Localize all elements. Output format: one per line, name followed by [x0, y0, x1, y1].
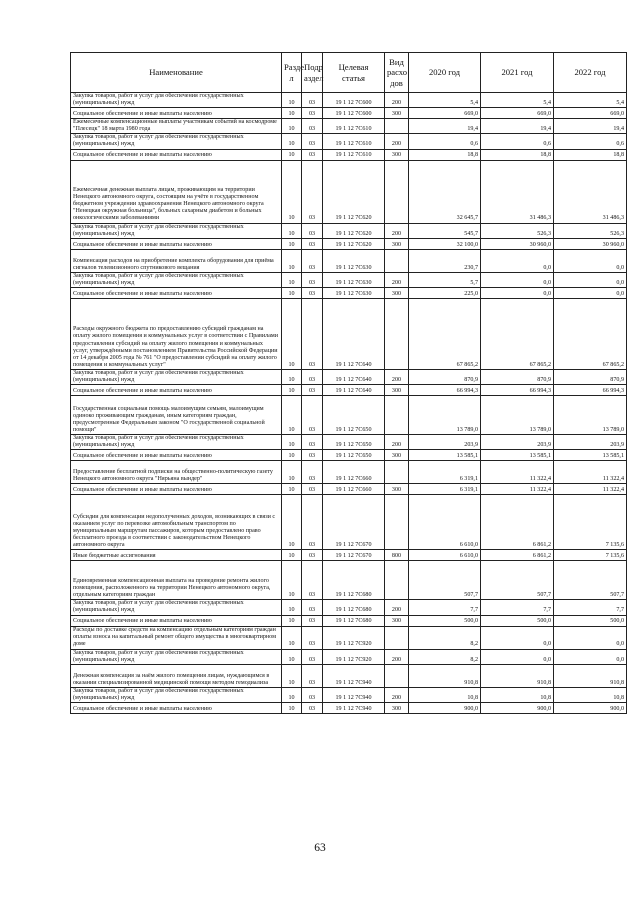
cell-name: Иные бюджетные ассигнования — [71, 550, 282, 561]
cell-section: 10 — [282, 287, 302, 298]
cell-2020: 6 610,0 — [409, 495, 481, 550]
cell-2021: 0,0 — [481, 649, 554, 664]
cell-2020: 900,0 — [409, 702, 481, 713]
header-expense-type: Вид расхо дов — [385, 53, 409, 93]
cell-name: Закупка товаров, работ и услуг для обеспечения государственных (муниципальных) нужд — [71, 272, 282, 287]
cell-subsection: 03 — [302, 396, 323, 435]
cell-section: 10 — [282, 385, 302, 396]
cell-2020: 66 994,3 — [409, 385, 481, 396]
table-row — [71, 369, 627, 384]
cell-target: 19 1 12 7С940 — [323, 702, 385, 713]
cell-expense-type: 200 — [385, 223, 409, 238]
cell-expense-type — [385, 119, 409, 134]
cell-subsection: 03 — [302, 134, 323, 149]
cell-target: 19 1 12 7С660 — [323, 484, 385, 495]
cell-subsection: 03 — [302, 649, 323, 664]
cell-section: 10 — [282, 369, 302, 384]
cell-2022: 0,0 — [554, 626, 627, 649]
cell-expense-type — [385, 396, 409, 435]
cell-name: Закупка товаров, работ и услуг для обеспечения государственных (муниципальных) нужд — [71, 435, 282, 450]
cell-target: 19 1 12 7С650 — [323, 396, 385, 435]
cell-2021: 66 994,3 — [481, 385, 554, 396]
cell-2021: 870,9 — [481, 369, 554, 384]
cell-expense-type — [385, 626, 409, 649]
cell-name: Социальное обеспечение и иные выплаты населению — [71, 702, 282, 713]
cell-subsection: 03 — [302, 495, 323, 550]
cell-target: 19 1 12 7С620 — [323, 238, 385, 249]
cell-subsection: 03 — [302, 93, 323, 108]
cell-subsection: 03 — [302, 450, 323, 461]
cell-target: 19 1 12 7С940 — [323, 664, 385, 687]
cell-2022: 67 865,2 — [554, 298, 627, 369]
table-row — [71, 687, 627, 702]
cell-name: Закупка товаров, работ и услуг для обеспечения государственных (муниципальных) нужд — [71, 687, 282, 702]
cell-2020: 19,4 — [409, 119, 481, 134]
cell-name: Социальное обеспечение и иные выплаты населению — [71, 615, 282, 626]
cell-2022: 18,8 — [554, 149, 627, 160]
header-year-2020: 2020 год — [409, 53, 481, 93]
cell-target: 19 1 12 7С640 — [323, 385, 385, 396]
cell-target: 19 1 12 7С600 — [323, 93, 385, 108]
cell-section: 10 — [282, 249, 302, 272]
cell-name: Субсидии для компенсации недополученных доходов, возникающих в связи с оказанием услуг по перевозке автомобильным транспортом по муниципальным маршрутам пассажиров, которым предоставлено право бесплатного проезда в соответствии с законодательством Ненецкого автономного округа — [71, 495, 282, 550]
cell-name: Закупка товаров, работ и услуг для обеспечения государственных (муниципальных) нужд — [71, 134, 282, 149]
cell-expense-type: 300 — [385, 287, 409, 298]
cell-target: 19 1 12 7С640 — [323, 369, 385, 384]
cell-section: 10 — [282, 108, 302, 119]
cell-section: 10 — [282, 664, 302, 687]
table-row — [71, 484, 627, 495]
cell-2022: 66 994,3 — [554, 385, 627, 396]
cell-section: 10 — [282, 450, 302, 461]
cell-2022: 13 789,0 — [554, 396, 627, 435]
cell-expense-type: 300 — [385, 450, 409, 461]
cell-name: Социальное обеспечение и иные выплаты населению — [71, 484, 282, 495]
cell-2021: 13 585,1 — [481, 450, 554, 461]
cell-2021: 910,8 — [481, 664, 554, 687]
cell-target: 19 1 12 7С630 — [323, 287, 385, 298]
cell-2022: 11 322,4 — [554, 484, 627, 495]
cell-2021: 0,0 — [481, 272, 554, 287]
cell-name: Социальное обеспечение и иные выплаты населению — [71, 238, 282, 249]
cell-section: 10 — [282, 550, 302, 561]
cell-2022: 0,0 — [554, 249, 627, 272]
cell-expense-type: 300 — [385, 108, 409, 119]
table-row — [71, 561, 627, 600]
table-body — [71, 93, 627, 714]
cell-subsection: 03 — [302, 149, 323, 160]
cell-2020: 10,8 — [409, 687, 481, 702]
table-row — [71, 435, 627, 450]
cell-2021: 11 322,4 — [481, 484, 554, 495]
cell-2022: 507,7 — [554, 561, 627, 600]
cell-section: 10 — [282, 435, 302, 450]
cell-2020: 67 865,2 — [409, 298, 481, 369]
cell-name: Закупка товаров, работ и услуг для обеспечения государственных (муниципальных) нужд — [71, 223, 282, 238]
cell-2021: 30 960,0 — [481, 238, 554, 249]
cell-2021: 5,4 — [481, 93, 554, 108]
cell-expense-type: 300 — [385, 615, 409, 626]
cell-2021: 0,0 — [481, 249, 554, 272]
cell-section: 10 — [282, 298, 302, 369]
cell-name: Социальное обеспечение и иные выплаты населению — [71, 287, 282, 298]
cell-2022: 910,8 — [554, 664, 627, 687]
cell-name: Расходы по доставке средств на компенсацию отдельным категориям граждан оплаты взноса на капитальный ремонт общего имущества в многоквартирном доме — [71, 626, 282, 649]
cell-subsection: 03 — [302, 238, 323, 249]
cell-2020: 0,6 — [409, 134, 481, 149]
cell-2021: 0,6 — [481, 134, 554, 149]
cell-target: 19 1 12 7С610 — [323, 119, 385, 134]
header-year-2021: 2021 год — [481, 53, 554, 93]
table-row — [71, 93, 627, 108]
cell-section: 10 — [282, 396, 302, 435]
cell-2020: 910,8 — [409, 664, 481, 687]
cell-name: Социальное обеспечение и иные выплаты населению — [71, 385, 282, 396]
table-row — [71, 223, 627, 238]
cell-2022: 900,0 — [554, 702, 627, 713]
header-section: Разде л — [282, 53, 302, 93]
cell-expense-type — [385, 561, 409, 600]
cell-subsection: 03 — [302, 223, 323, 238]
cell-expense-type: 800 — [385, 550, 409, 561]
cell-name: Закупка товаров, работ и услуг для обеспечения государственных (муниципальных) нужд — [71, 649, 282, 664]
cell-target: 19 1 12 7С610 — [323, 134, 385, 149]
cell-expense-type: 200 — [385, 435, 409, 450]
cell-2020: 13 789,0 — [409, 396, 481, 435]
cell-subsection: 03 — [302, 160, 323, 223]
budget-table — [70, 52, 627, 714]
cell-2021: 13 789,0 — [481, 396, 554, 435]
cell-2020: 507,7 — [409, 561, 481, 600]
cell-target: 19 1 12 7С630 — [323, 272, 385, 287]
cell-target: 19 1 12 7С600 — [323, 108, 385, 119]
cell-expense-type — [385, 249, 409, 272]
cell-section: 10 — [282, 495, 302, 550]
cell-2020: 230,7 — [409, 249, 481, 272]
cell-target: 19 1 12 7С670 — [323, 495, 385, 550]
table-row — [71, 550, 627, 561]
cell-2022: 31 486,3 — [554, 160, 627, 223]
cell-2022: 7 135,6 — [554, 495, 627, 550]
cell-2022: 10,8 — [554, 687, 627, 702]
cell-2022: 7,7 — [554, 600, 627, 615]
cell-2020: 32 645,7 — [409, 160, 481, 223]
cell-2020: 32 100,0 — [409, 238, 481, 249]
cell-expense-type: 200 — [385, 687, 409, 702]
cell-2020: 225,0 — [409, 287, 481, 298]
cell-2022: 7 135,6 — [554, 550, 627, 561]
cell-2020: 500,0 — [409, 615, 481, 626]
cell-target: 19 1 12 7С630 — [323, 249, 385, 272]
cell-name: Социальное обеспечение и иные выплаты населению — [71, 108, 282, 119]
cell-2022: 500,0 — [554, 615, 627, 626]
table-row — [71, 626, 627, 649]
cell-name: Ежемесячные компенсационные выплаты участникам событий на космодроме "Плесецк" 18 марта 1980 года — [71, 119, 282, 134]
cell-expense-type: 200 — [385, 93, 409, 108]
cell-section: 10 — [282, 615, 302, 626]
cell-name: Единовременная компенсационная выплата на проведение ремонта жилого помещения, расположенного на территории Ненецкого автономного округа, отдельным категориям граждан — [71, 561, 282, 600]
cell-subsection: 03 — [302, 687, 323, 702]
cell-2022: 13 585,1 — [554, 450, 627, 461]
cell-subsection: 03 — [302, 369, 323, 384]
cell-target: 19 1 12 7С650 — [323, 435, 385, 450]
cell-subsection: 03 — [302, 119, 323, 134]
table-row — [71, 119, 627, 134]
cell-subsection: 03 — [302, 484, 323, 495]
cell-2021: 526,3 — [481, 223, 554, 238]
cell-2022: 203,9 — [554, 435, 627, 450]
cell-2021: 203,9 — [481, 435, 554, 450]
cell-target: 19 1 12 7С640 — [323, 298, 385, 369]
cell-2021: 6 861,2 — [481, 495, 554, 550]
cell-target: 19 1 12 7С650 — [323, 450, 385, 461]
cell-2021: 18,8 — [481, 149, 554, 160]
cell-section: 10 — [282, 461, 302, 484]
cell-expense-type — [385, 298, 409, 369]
cell-2020: 18,8 — [409, 149, 481, 160]
cell-expense-type: 200 — [385, 600, 409, 615]
cell-2021: 6 861,2 — [481, 550, 554, 561]
cell-2020: 669,0 — [409, 108, 481, 119]
header-target: Целевая статья — [323, 53, 385, 93]
cell-2020: 13 585,1 — [409, 450, 481, 461]
cell-subsection: 03 — [302, 435, 323, 450]
cell-target: 19 1 12 7С680 — [323, 561, 385, 600]
table-row — [71, 664, 627, 687]
cell-section: 10 — [282, 134, 302, 149]
cell-section: 10 — [282, 600, 302, 615]
table-header-row — [71, 53, 627, 93]
cell-2022: 0,0 — [554, 287, 627, 298]
cell-expense-type: 300 — [385, 702, 409, 713]
cell-expense-type: 300 — [385, 149, 409, 160]
cell-name: Закупка товаров, работ и услуг для обеспечения государственных (муниципальных) нужд — [71, 600, 282, 615]
cell-subsection: 03 — [302, 298, 323, 369]
page-number: 63 — [314, 842, 326, 854]
table-row — [71, 149, 627, 160]
cell-2021: 0,0 — [481, 287, 554, 298]
cell-section: 10 — [282, 561, 302, 600]
cell-2020: 545,7 — [409, 223, 481, 238]
cell-subsection: 03 — [302, 272, 323, 287]
cell-subsection: 03 — [302, 249, 323, 272]
cell-subsection: 03 — [302, 561, 323, 600]
table-row — [71, 272, 627, 287]
cell-subsection: 03 — [302, 702, 323, 713]
cell-expense-type: 300 — [385, 385, 409, 396]
table-row — [71, 298, 627, 369]
cell-subsection: 03 — [302, 600, 323, 615]
cell-target: 19 1 12 7С620 — [323, 160, 385, 223]
cell-2022: 30 960,0 — [554, 238, 627, 249]
table-row — [71, 238, 627, 249]
cell-2021: 67 865,2 — [481, 298, 554, 369]
header-subsection: Подр аздел — [302, 53, 323, 93]
budget-table-sheet — [70, 52, 626, 714]
cell-target: 19 1 12 7С660 — [323, 461, 385, 484]
cell-2020: 6 610,0 — [409, 550, 481, 561]
cell-2021: 7,7 — [481, 600, 554, 615]
cell-2021: 10,8 — [481, 687, 554, 702]
cell-section: 10 — [282, 160, 302, 223]
cell-section: 10 — [282, 649, 302, 664]
table-row — [71, 396, 627, 435]
cell-subsection: 03 — [302, 615, 323, 626]
cell-subsection: 03 — [302, 626, 323, 649]
cell-subsection: 03 — [302, 664, 323, 687]
table-row — [71, 461, 627, 484]
cell-subsection: 03 — [302, 108, 323, 119]
cell-2020: 5,4 — [409, 93, 481, 108]
cell-2022: 669,0 — [554, 108, 627, 119]
cell-expense-type — [385, 495, 409, 550]
header-year-2022: 2022 год — [554, 53, 627, 93]
cell-2022: 526,3 — [554, 223, 627, 238]
cell-name: Закупка товаров, работ и услуг для обеспечения государственных (муниципальных) нужд — [71, 93, 282, 108]
cell-subsection: 03 — [302, 385, 323, 396]
table-row — [71, 702, 627, 713]
cell-expense-type: 200 — [385, 272, 409, 287]
cell-2021: 31 486,3 — [481, 160, 554, 223]
cell-target: 19 1 12 7С680 — [323, 600, 385, 615]
cell-section: 10 — [282, 687, 302, 702]
cell-section: 10 — [282, 119, 302, 134]
table-row — [71, 495, 627, 550]
cell-name: Расходы окружного бюджета по предоставлению субсидий гражданам на оплату жилого помещения и коммунальных услуг в соответствии с Правилами предоставления субсидий на оплату жилого помещения и коммунальных услуг, утверждёнными постановлением Правительства Российской Федерации от 14 декабря 2005 года № 761 "О предоставлении субсидий на оплату жилого помещения и коммунальных услуг" — [71, 298, 282, 369]
cell-2020: 6 319,1 — [409, 484, 481, 495]
cell-2020: 7,7 — [409, 600, 481, 615]
cell-name: Ежемесячная денежная выплата лицам, проживающим на территории Ненецкого автономного округа, состоящим на учёте в государственном бюджетном учреждении здравоохранения Ненецкого автономного округа "Ненецкая окружная больница", больных сахарным диабетом и больных онкологическими заболеваниями — [71, 160, 282, 223]
table-row — [71, 649, 627, 664]
cell-expense-type — [385, 664, 409, 687]
cell-2021: 500,0 — [481, 615, 554, 626]
cell-target: 19 1 12 7С920 — [323, 649, 385, 664]
cell-target: 19 1 12 7С610 — [323, 149, 385, 160]
cell-2022: 5,4 — [554, 93, 627, 108]
cell-2022: 0,0 — [554, 272, 627, 287]
table-row — [71, 615, 627, 626]
cell-name: Закупка товаров, работ и услуг для обеспечения государственных (муниципальных) нужд — [71, 369, 282, 384]
cell-subsection: 03 — [302, 287, 323, 298]
cell-2022: 19,4 — [554, 119, 627, 134]
cell-name: Государственная социальная помощь малоимущим семьям, малоимущим одиноко проживающим гражданам, иным категориям граждан, предусмотренные Федеральным законом "О государственной социальной помощи" — [71, 396, 282, 435]
cell-section: 10 — [282, 149, 302, 160]
cell-expense-type: 200 — [385, 369, 409, 384]
cell-name: Предоставление бесплатной подписки на общественно-политическую газету Ненецкого автономного округа "Нярьяна вындер" — [71, 461, 282, 484]
cell-target: 19 1 12 7С940 — [323, 687, 385, 702]
cell-target: 19 1 12 7С920 — [323, 626, 385, 649]
cell-section: 10 — [282, 272, 302, 287]
header-name: Наименование — [71, 53, 282, 93]
table-row — [71, 249, 627, 272]
cell-expense-type: 300 — [385, 484, 409, 495]
cell-expense-type — [385, 461, 409, 484]
cell-2020: 6 319,1 — [409, 461, 481, 484]
cell-2022: 0,0 — [554, 649, 627, 664]
cell-2021: 669,0 — [481, 108, 554, 119]
cell-2021: 507,7 — [481, 561, 554, 600]
cell-2021: 19,4 — [481, 119, 554, 134]
cell-subsection: 03 — [302, 550, 323, 561]
cell-2020: 870,9 — [409, 369, 481, 384]
cell-2022: 870,9 — [554, 369, 627, 384]
cell-2020: 8,2 — [409, 649, 481, 664]
cell-name: Социальное обеспечение и иные выплаты населению — [71, 450, 282, 461]
table-row — [71, 160, 627, 223]
table-row — [71, 600, 627, 615]
cell-name: Денежная компенсация за наём жилого помещения лицам, нуждающимся в оказании специализированной медицинской помощи методом гемодиализа — [71, 664, 282, 687]
table-row — [71, 108, 627, 119]
cell-name: Компенсация расходов на приобретение комплекта оборудования для приёма сигналов телевизионного спутникового вещания — [71, 249, 282, 272]
cell-target: 19 1 12 7С670 — [323, 550, 385, 561]
table-row — [71, 450, 627, 461]
cell-expense-type: 200 — [385, 134, 409, 149]
cell-2022: 11 322,4 — [554, 461, 627, 484]
cell-section: 10 — [282, 223, 302, 238]
cell-2020: 5,7 — [409, 272, 481, 287]
cell-section: 10 — [282, 626, 302, 649]
cell-section: 10 — [282, 93, 302, 108]
cell-section: 10 — [282, 238, 302, 249]
cell-2020: 8,2 — [409, 626, 481, 649]
cell-expense-type: 200 — [385, 649, 409, 664]
table-row — [71, 134, 627, 149]
cell-2021: 11 322,4 — [481, 461, 554, 484]
cell-2021: 900,0 — [481, 702, 554, 713]
cell-expense-type — [385, 160, 409, 223]
cell-subsection: 03 — [302, 461, 323, 484]
cell-2021: 0,0 — [481, 626, 554, 649]
cell-target: 19 1 12 7С620 — [323, 223, 385, 238]
cell-expense-type: 300 — [385, 238, 409, 249]
cell-section: 10 — [282, 702, 302, 713]
cell-2020: 203,9 — [409, 435, 481, 450]
cell-section: 10 — [282, 484, 302, 495]
cell-target: 19 1 12 7С680 — [323, 615, 385, 626]
table-row — [71, 287, 627, 298]
table-row — [71, 385, 627, 396]
cell-name: Социальное обеспечение и иные выплаты населению — [71, 149, 282, 160]
cell-2022: 0,6 — [554, 134, 627, 149]
